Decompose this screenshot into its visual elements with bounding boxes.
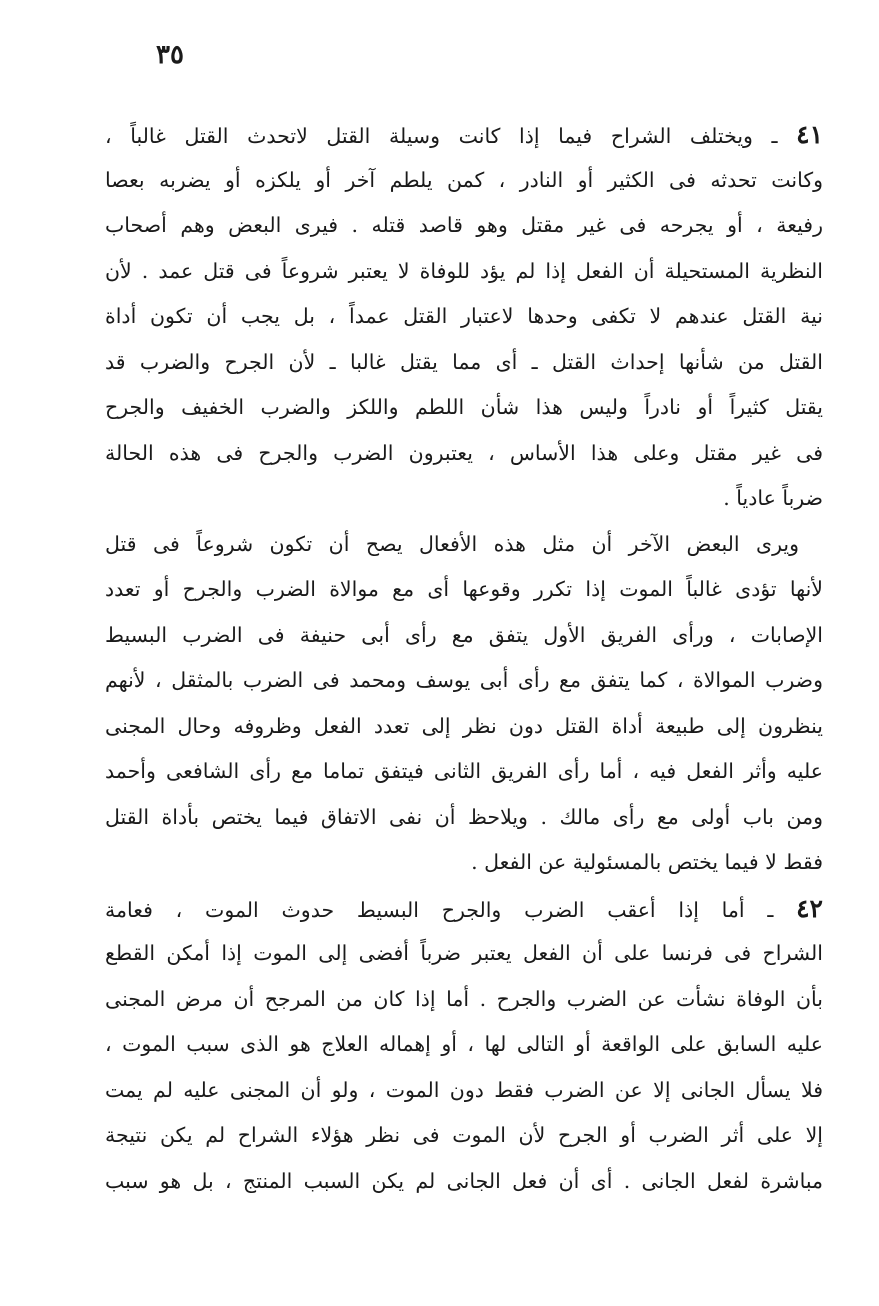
paragraph-continuation — [105, 522, 823, 886]
text-line: ويرى البعض الآخر أن مثل هذه الأفعال يصح أن تكون شروعاً فى قتل — [105, 531, 799, 556]
text-line: رفيعة ، أو يجرحه فى غير مقتل وهو قاصد قتله . فيرى البعض وهم أصحاب — [105, 213, 823, 237]
text-line: عليه السابق على الواقعة أو التالى لها ، أو إهماله العلاج هو الذى سبب الموت ، — [105, 1032, 823, 1056]
text-line: الإصابات ، ورأى الفريق الأول يتفق مع رأى أبى حنيفة فى الضرب البسيط — [105, 622, 823, 647]
text-line: ينظرون إلى طبيعة أداة القتل دون نظر إلى تعدد الفعل وظروفه وحال المجنى — [105, 713, 823, 738]
text-line: بأن الوفاة نشأت عن الضرب والجرح . أما إذا كان من المرجح أن مرض المجنى — [105, 986, 823, 1011]
page-body — [105, 112, 823, 1204]
text-line: ٤٢ ـ أما إذا أعقب الضرب والجرح البسيط حدوث الموت ، فعامة — [105, 893, 823, 923]
paragraph-41 — [105, 112, 823, 522]
text-line: ومن باب أولى مع رأى مالك . ويلاحظ أن نفى الاتفاق فيما يختص بأداة القتل — [105, 804, 823, 829]
text-line: وضرب الموالاة ، كما يتفق مع رأى أبى يوسف ومحمد فى الضرب بالمثقل ، لأنهم — [105, 668, 823, 692]
text-line: فقط لا فيما يختص بالمسئولية عن الفعل . — [471, 850, 823, 874]
text-line: عليه وأثر الفعل فيه ، أما رأى الفريق الثانى فيتفق تماما مع رأى الشافعى وأحمد — [105, 759, 823, 783]
text-line: نية القتل عندهم لا تكفى وحدها لاعتبار القتل عمداً ، بل يجب أن تكون أداة — [105, 304, 823, 328]
page-number: ٣٥ — [156, 40, 184, 70]
text-line: فى غير مقتل وعلى هذا الأساس ، يعتبرون الضرب والجرح فى هذه الحالة — [105, 440, 823, 465]
paragraph-number: ٤١ — [796, 120, 823, 149]
text-line: مباشرة لفعل الجانى . أى أن فعل الجانى لم يكن السبب المنتج ، بل هو سبب — [105, 1168, 823, 1193]
text-line: وكانت تحدثه فى الكثير أو النادر ، كمن يلطم آخر أو يلكزه أو يضربه بعصا — [105, 167, 823, 192]
text-line: القتل من شأنها إحداث القتل ـ أى مما يقتل غالبا ـ لأن الجرح والضرب قد — [105, 349, 823, 374]
text-line: لأنها تؤدى غالباً الموت إذا تكرر وقوعها أى مع موالاة الضرب والجرح أو تعدد — [105, 577, 823, 601]
text-line: ضرباً عادياً . — [723, 486, 823, 510]
text-line: النظرية المستحيلة أن الفعل إذا لم يؤد للوفاة لا يعتبر شروعاً فى قتل عمد . لأن — [105, 258, 823, 283]
text-line: يقتل كثيراً أو نادراً وليس هذا شأن اللطم واللكز والضرب الخفيف والجرح — [105, 395, 823, 419]
text-line: فلا يسأل الجانى إلا عن الضرب فقط دون الموت ، ولو أن المجنى عليه لم يمت — [105, 1077, 823, 1102]
paragraph-42 — [105, 886, 823, 1205]
text-line: إلا على أثر الضرب أو الجرح لأن الموت فى نظر هؤلاء الشراح لم يكن نتيجة — [105, 1123, 823, 1147]
text-line: ٤١ ـ ويختلف الشراح فيما إذا كانت وسيلة القتل لاتحدث القتل غالباً ، — [105, 120, 823, 149]
text-line: الشراح فى فرنسا على أن الفعل يعتبر ضرباً أفضى إلى الموت إذا أمكن القطع — [105, 941, 823, 965]
paragraph-number: ٤٢ — [796, 893, 823, 923]
